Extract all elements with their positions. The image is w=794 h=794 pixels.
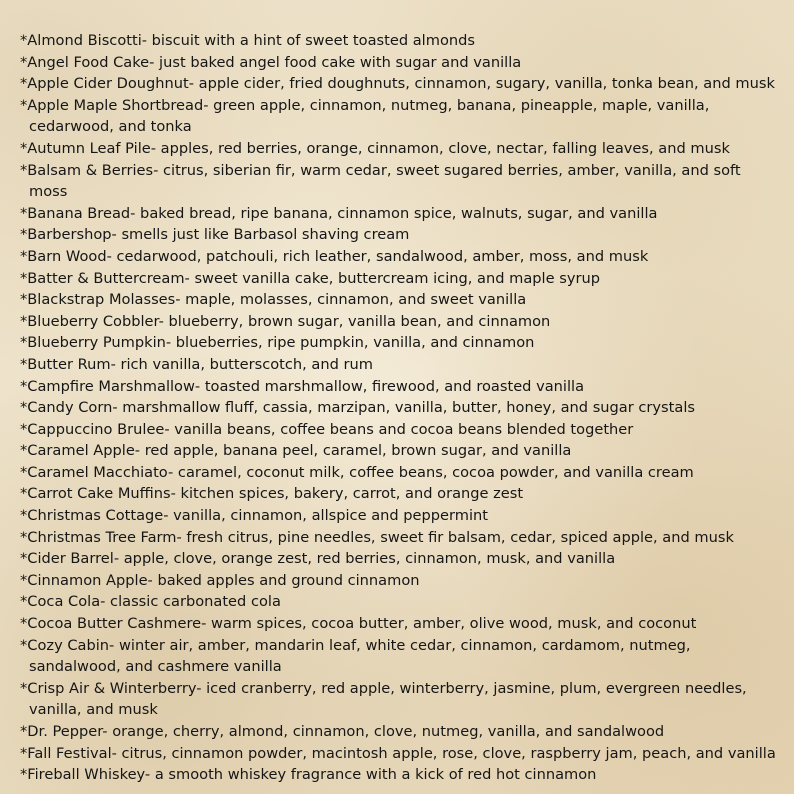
scent-item: *Crisp Air & Winterberry- iced cranberry, red apple, winterberry, jasmine, plum, evergreen needles, vanilla, and musk — [20, 679, 747, 719]
scent-item: *Caramel Apple- red apple, banana peel, caramel, brown sugar, and vanilla — [20, 442, 572, 460]
scent-item: *Batter & Buttercream- sweet vanilla cake, buttercream icing, and maple syrup — [20, 269, 600, 287]
scent-item: *Campfire Marshmallow- toasted marshmallow, firewood, and roasted vanilla — [20, 377, 585, 395]
scent-item: *Banana Bread- baked bread, ripe banana, cinnamon spice, walnuts, sugar, and vanilla — [20, 204, 658, 222]
scent-item: *Barbershop- smells just like Barbasol shaving cream — [20, 226, 410, 244]
scent-item: *Blueberry Cobbler- blueberry, brown sugar, vanilla bean, and cinnamon — [20, 312, 551, 330]
scent-item: *Candy Corn- marshmallow fluff, cassia, marzipan, vanilla, butter, honey, and sugar crystals — [20, 399, 695, 417]
scent-item: *Fall Festival- citrus, cinnamon powder, macintosh apple, rose, clove, raspberry jam, peach, and vanilla — [20, 744, 776, 762]
scent-item: *Dr. Pepper- orange, cherry, almond, cinnamon, clove, nutmeg, vanilla, and sandalwood — [20, 723, 665, 740]
scent-item: *Almond Biscotti- biscuit with a hint of sweet toasted almonds — [20, 32, 475, 49]
scent-item: *Caramel Macchiato- caramel, coconut milk, coffee beans, cocoa powder, and vanilla cream — [20, 463, 694, 481]
scent-item: *Apple Maple Shortbread- green apple, cinnamon, nutmeg, banana, pineapple, maple, vanilla, cedarwood, and tonka — [20, 96, 710, 136]
scent-item: *Christmas Cottage- vanilla, cinnamon, allspice and peppermint — [20, 507, 489, 525]
scent-item: *Blackstrap Molasses- maple, molasses, cinnamon, and sweet vanilla — [20, 291, 527, 309]
scent-list — [0, 30, 794, 786]
scent-item: *Cozy Cabin- winter air, amber, mandarin leaf, white cedar, cinnamon, cardamom, nutmeg, sandalwood, and cashmere vanilla — [20, 636, 691, 676]
scent-item: *Barn Wood- cedarwood, patchouli, rich leather, sandalwood, amber, moss, and musk — [20, 247, 649, 265]
scent-item: *Cider Barrel- apple, clove, orange zest, red berries, cinnamon, musk, and vanilla — [20, 550, 616, 568]
scent-item: *Cinnamon Apple- baked apples and ground cinnamon — [20, 571, 420, 589]
scent-item: *Cappuccino Brulee- vanilla beans, coffee beans and cocoa beans blended together — [20, 420, 634, 438]
scent-item: *Blueberry Pumpkin- blueberries, ripe pumpkin, vanilla, and cinnamon — [20, 334, 535, 352]
scent-item: *Fireball Whiskey- a smooth whiskey fragrance with a kick of red hot cinnamon — [20, 766, 597, 784]
scent-item: *Coca Cola- classic carbonated cola — [20, 593, 281, 611]
scent-item: *Angel Food Cake- just baked angel food cake with sugar and vanilla — [20, 53, 522, 71]
scent-item: *Christmas Tree Farm- fresh citrus, pine needles, sweet fir balsam, cedar, spiced apple, and musk — [20, 528, 734, 546]
scent-item: *Balsam & Berries- citrus, siberian fir, warm cedar, sweet sugared berries, amber, vanilla, and soft moss — [20, 161, 741, 201]
scent-item: *Butter Rum- rich vanilla, butterscotch, and rum — [20, 355, 373, 373]
scent-item: *Autumn Leaf Pile- apples, red berries, orange, cinnamon, clove, nectar, falling leaves, and musk — [20, 139, 730, 157]
scent-item: *Apple Cider Doughnut- apple cider, fried doughnuts, cinnamon, sugary, vanilla, tonka bean, and musk — [20, 75, 775, 93]
scent-item: *Cocoa Butter Cashmere- warm spices, cocoa butter, amber, olive wood, musk, and coconut — [20, 615, 697, 633]
scent-item: *Carrot Cake Muffins- kitchen spices, bakery, carrot, and orange zest — [20, 485, 524, 503]
